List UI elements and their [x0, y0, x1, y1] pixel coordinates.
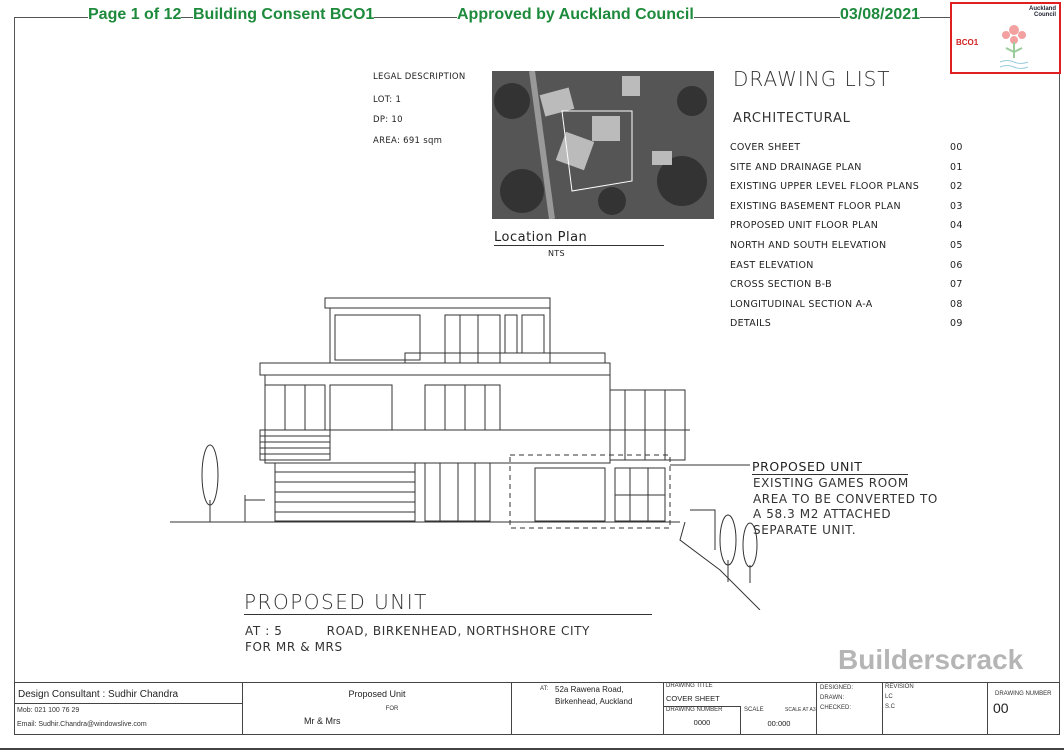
consultant-email: Email: Sudhir.Chandra@windowslive.com	[17, 721, 147, 728]
drawing-list-item-number: 08	[950, 298, 963, 310]
drawing-list-section: ARCHITECTURAL	[733, 111, 851, 126]
tb-num-label: DRAWING NUMBER	[995, 691, 1052, 697]
drawing-list-item-name: EAST ELEVATION	[730, 259, 814, 271]
location-plan-title: Location Plan	[494, 230, 664, 246]
tb-for: FOR	[385, 706, 399, 712]
tb-drawing-title: COVER SHEET	[666, 694, 720, 703]
stamp-approved: Approved by Auckland Council	[457, 6, 694, 23]
annotation-text	[753, 476, 938, 538]
drawing-list-item-name: NORTH AND SOUTH ELEVATION	[730, 240, 887, 251]
drawing-list-item-number: 01	[950, 161, 963, 173]
drawing-list-item-name: EXISTING BASEMENT FLOOR PLAN	[730, 200, 901, 212]
consultant-name: Design Consultant : Sudhir Chandra	[14, 682, 243, 704]
legal-dp: DP: 10	[373, 115, 403, 125]
drawing-list-item-name: COVER SHEET	[730, 142, 801, 153]
annotation-line: AREA TO BE CONVERTED TO	[753, 491, 938, 506]
drawing-list-item-number: 03	[950, 200, 963, 212]
tb-dn-label: DRAWING NUMBER	[666, 707, 723, 713]
tb-checked: CHECKED:	[820, 705, 852, 711]
project-client: FOR MR & MRS	[245, 640, 343, 654]
tb-drawn-by: LC	[885, 694, 893, 700]
annotation-line: SEPARATE UNIT.	[753, 522, 857, 537]
stamp-consent: Building Consent BCO1	[193, 6, 375, 23]
legal-lot: LOT: 1	[373, 95, 402, 105]
drawing-list-item-name: PROPOSED UNIT FLOOR PLAN	[730, 220, 879, 232]
tb-client: Mr & Mrs	[304, 716, 341, 726]
tb-drawing-number: 0000	[693, 718, 711, 727]
project-title: PROPOSED UNIT	[244, 590, 652, 615]
tb-address-1: 52a Rawena Road,	[555, 685, 624, 694]
tb-scale-a3-label: SCALE AT A3	[785, 707, 816, 713]
drawing-list-item-name: CROSS SECTION B-B	[730, 279, 832, 291]
tb-address-2: Birkenhead, Auckland	[555, 697, 633, 706]
tb-scale-label: SCALE	[744, 707, 764, 713]
tb-checked-by: S.C	[885, 704, 896, 710]
tb-scale: 00:000	[767, 719, 791, 728]
builderscrack-watermark: Builderscrack	[838, 644, 1024, 675]
elevation-drawing	[160, 290, 800, 610]
annotation-line: EXISTING GAMES ROOM	[753, 476, 909, 490]
legal-area: AREA: 691 sqm	[373, 136, 443, 146]
drawing-list-item-number: 04	[950, 220, 963, 232]
drawing-list-item-number: 00	[950, 142, 963, 153]
stamp-date: 03/08/2021	[840, 6, 921, 23]
tb-at-label: AT:	[540, 686, 549, 692]
tb-project: Proposed Unit	[348, 689, 406, 699]
tb-revision: REVISION	[885, 684, 914, 690]
drawing-list-item-number: 05	[950, 240, 963, 251]
tb-designed: DESIGNED:	[820, 685, 854, 691]
consent-code: BCO1	[956, 38, 979, 47]
legal-title: LEGAL DESCRIPTION	[373, 72, 466, 82]
drawing-list-item-name: SITE AND DRAINAGE PLAN	[730, 161, 862, 173]
tb-sheet-number: 00	[993, 700, 1009, 716]
stamp-page: Page 1 of 12	[88, 6, 182, 23]
council-logo: Auckland Council	[1028, 6, 1056, 18]
drawing-list-item-number: 07	[950, 279, 963, 291]
drawing-list-item-number: 09	[950, 318, 963, 330]
annotation-line: A 58.3 M2 ATTACHED	[753, 507, 892, 521]
drawing-list-item-number: 06	[950, 259, 963, 271]
drawing-list-title: DRAWING LIST	[733, 67, 891, 91]
aerial-photo	[492, 71, 714, 219]
location-plan-scale: NTS	[548, 249, 565, 258]
tb-drawn: DRAWN:	[820, 695, 845, 701]
consultant-mobile: Mob: 021 100 76 29	[17, 707, 80, 714]
bottom-rule	[0, 748, 1064, 750]
project-address: AT : 5 ROAD, BIRKENHEAD, NORTHSHORE CITY	[245, 624, 590, 638]
annotation-title: PROPOSED UNIT	[752, 459, 908, 475]
drawing-list-item-name: EXISTING UPPER LEVEL FLOOR PLANS	[730, 181, 920, 193]
drawing-list-item-name: DETAILS	[730, 318, 772, 330]
pohutukawa-icon	[994, 20, 1034, 72]
drawing-list-item-name: LONGITUDINAL SECTION A-A	[730, 298, 873, 310]
tb-dt-label: DRAWING TITLE	[666, 683, 713, 689]
drawing-list-item-number: 02	[950, 181, 963, 193]
council-stamp-box	[950, 2, 1061, 74]
